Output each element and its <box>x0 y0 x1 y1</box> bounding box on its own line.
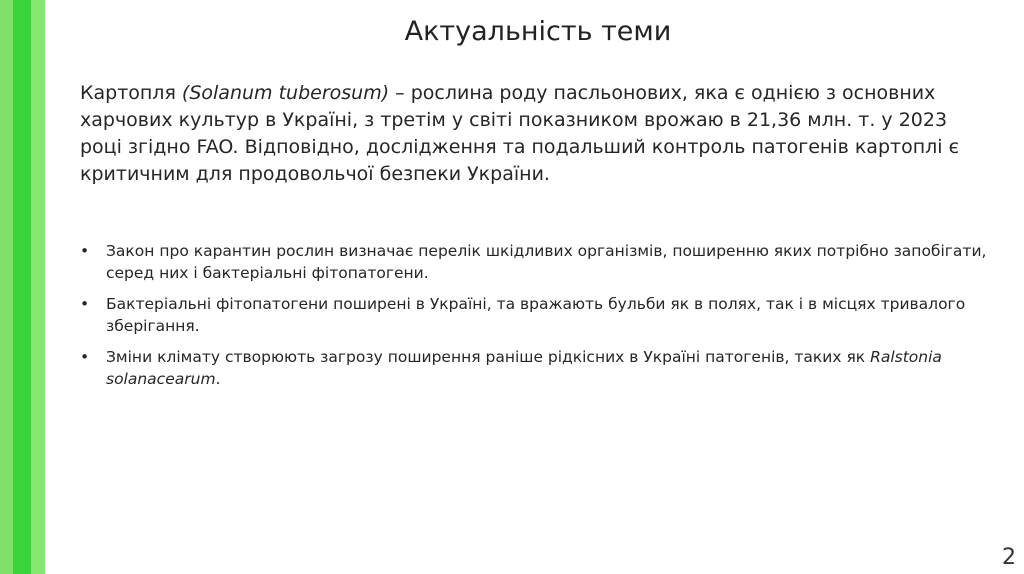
intro-latin-name: (Solanum tuberosum) – <box>181 82 405 104</box>
accent-stripe-middle <box>13 0 31 574</box>
bullet-latin-name: Ralstonia solanacearum <box>106 348 942 388</box>
bullet-item <box>80 240 990 284</box>
bullet-item <box>80 346 990 390</box>
bullet-item <box>80 293 990 337</box>
intro-paragraph <box>80 80 980 188</box>
bullet-text: Зміни клімату створюють загрозу поширення раніше рідкісних в Україні патогенів, таких як <box>106 348 871 366</box>
bullet-text: Бактеріальні фітопатогени поширені в Україні, та вражають бульби як в полях, так і в місцях тривалого зберігання. <box>106 295 966 335</box>
bullet-suffix: . <box>215 370 221 388</box>
bullet-list <box>80 240 990 399</box>
accent-stripe-inner <box>31 0 45 574</box>
intro-text-after: рослина роду пасльонових, яка є однією з основних харчових культур в Україні, з третім у світі показником врожаю в 21,36 млн. т. у 2023 році згідно FAO. Відповідно, дослідження та подальший контроль патогенів картоплі є критичним для продовольчої безпеки України. <box>80 82 960 185</box>
intro-text-before: Картопля <box>80 82 182 104</box>
bullet-marker: • <box>80 295 90 313</box>
bullet-text: Закон про карантин рослин визначає перелік шкідливих організмів, поширенню яких потрібно запобігати, серед них і бактеріальні фітопатогени. <box>106 242 987 282</box>
bullet-marker: • <box>80 242 90 260</box>
bullet-marker: • <box>80 348 90 366</box>
accent-stripe-outer <box>0 0 13 574</box>
page-number: 2 <box>1002 545 1016 570</box>
slide-title: Актуальність теми <box>404 16 672 47</box>
